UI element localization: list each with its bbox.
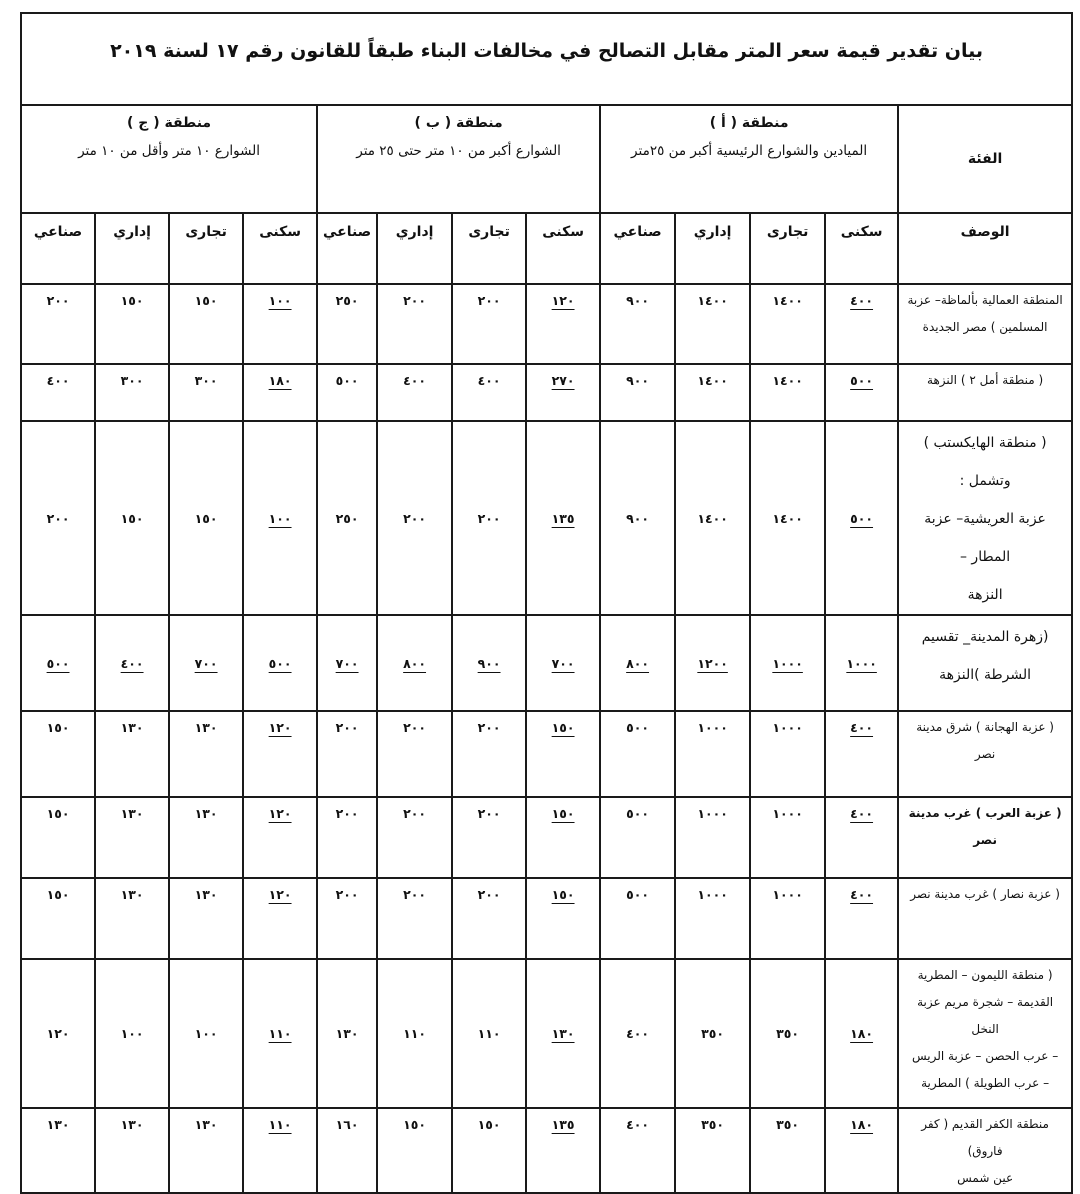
row-description-line: (زهرة المدينة_ تقسيم bbox=[921, 629, 1049, 645]
zone-a-residential-header: سكنى bbox=[825, 213, 898, 284]
price-value: ١٥٠ bbox=[46, 806, 70, 821]
price-value: ١٠٠ bbox=[120, 1026, 144, 1041]
row-description-line: ( منطقة الهايكستب ) وتشمل : bbox=[923, 435, 1047, 489]
price-cell-zone-c-industrial bbox=[21, 364, 95, 421]
row-description-line: ( منطقة الليمون – المطرية bbox=[917, 968, 1053, 982]
table-row bbox=[21, 615, 1072, 711]
price-cell-zone-a-commercial bbox=[750, 1108, 825, 1193]
price-value: ١٥٠ bbox=[120, 293, 144, 308]
price-value: ٥٠٠ bbox=[335, 373, 359, 388]
table-row bbox=[21, 878, 1072, 959]
price-value: ١٢٠ bbox=[268, 887, 292, 902]
price-value: ٧٠٠ bbox=[551, 655, 575, 671]
title-row bbox=[21, 13, 1072, 105]
price-value: ٢٠٠ bbox=[403, 720, 427, 735]
price-cell-zone-c-administrative bbox=[95, 615, 169, 711]
price-cell-zone-b-administrative bbox=[377, 959, 452, 1108]
zone-c-header bbox=[21, 105, 317, 213]
price-cell-zone-a-residential bbox=[825, 1108, 898, 1193]
price-value: ١٦٠ bbox=[335, 1117, 359, 1132]
price-cell-zone-a-administrative bbox=[675, 615, 750, 711]
price-cell-zone-b-administrative bbox=[377, 711, 452, 797]
price-cell-zone-a-industrial bbox=[600, 797, 675, 878]
zone-a-name: منطقة ( أ ) bbox=[709, 115, 789, 131]
price-cell-zone-b-administrative bbox=[377, 1108, 452, 1193]
price-cell-zone-b-commercial bbox=[452, 959, 526, 1108]
price-cell-zone-a-administrative bbox=[675, 797, 750, 878]
price-value: ١٣٠ bbox=[335, 1026, 359, 1041]
price-cell-zone-c-residential bbox=[243, 284, 317, 364]
price-value: ١٢٠ bbox=[268, 806, 292, 821]
price-value: ١٠٠٠ bbox=[697, 720, 728, 735]
price-cell-zone-a-administrative bbox=[675, 959, 750, 1108]
price-cell-zone-c-commercial bbox=[169, 878, 243, 959]
price-cell-zone-a-residential bbox=[825, 364, 898, 421]
price-value: ٢٠٠ bbox=[335, 887, 359, 902]
price-cell-zone-b-residential bbox=[526, 711, 600, 797]
price-cell-zone-a-commercial bbox=[750, 615, 825, 711]
row-description-line: القديمة – شجرة مريم عزبة النخل bbox=[917, 995, 1054, 1036]
row-description bbox=[898, 615, 1072, 711]
price-cell-zone-c-residential bbox=[243, 797, 317, 878]
price-cell-zone-a-industrial bbox=[600, 711, 675, 797]
price-value: ١٨٠ bbox=[850, 1117, 874, 1132]
price-cell-zone-c-commercial bbox=[169, 364, 243, 421]
price-value: ٢٠٠ bbox=[403, 293, 427, 308]
price-cell-zone-b-industrial bbox=[317, 284, 377, 364]
price-value: ٤٠٠ bbox=[46, 373, 70, 388]
row-description-line: – عرب الحصن – عزبة الريس bbox=[911, 1049, 1059, 1063]
row-description bbox=[898, 878, 1072, 959]
price-value: ١٠٠٠ bbox=[772, 806, 803, 821]
price-cell-zone-b-residential bbox=[526, 364, 600, 421]
zone-c-name: منطقة ( ج ) bbox=[126, 115, 212, 131]
price-value: ٤٠٠ bbox=[626, 1117, 650, 1132]
price-cell-zone-b-residential bbox=[526, 959, 600, 1108]
category-header: الفئة bbox=[898, 105, 1072, 213]
price-value: ١٠٠٠ bbox=[697, 887, 728, 902]
price-cell-zone-c-residential bbox=[243, 878, 317, 959]
row-description bbox=[898, 797, 1072, 878]
price-cell-zone-c-administrative bbox=[95, 878, 169, 959]
price-cell-zone-c-industrial bbox=[21, 421, 95, 615]
price-value: ١٨٠ bbox=[268, 373, 292, 388]
zone-b-commercial-header: تجارى bbox=[452, 213, 526, 284]
price-value: ١٠٠٠ bbox=[697, 806, 728, 821]
pricing-document bbox=[20, 12, 1073, 1194]
price-cell-zone-a-industrial bbox=[600, 364, 675, 421]
price-cell-zone-c-commercial bbox=[169, 797, 243, 878]
price-cell-zone-a-administrative bbox=[675, 711, 750, 797]
description-header: الوصف bbox=[898, 213, 1072, 284]
zone-b-description: الشوارع أكبر من ١٠ متر حتى ٢٥ متر bbox=[356, 143, 561, 159]
row-description bbox=[898, 421, 1072, 615]
price-value: ٢٠٠ bbox=[403, 887, 427, 902]
price-cell-zone-a-administrative bbox=[675, 1108, 750, 1193]
price-cell-zone-c-administrative bbox=[95, 421, 169, 615]
price-value: ١٣٠ bbox=[194, 720, 218, 735]
price-cell-zone-c-residential bbox=[243, 421, 317, 615]
price-value: ٣٠٠ bbox=[194, 373, 218, 388]
price-value: ٤٠٠ bbox=[850, 806, 874, 821]
price-value: ١٣٠ bbox=[194, 1117, 218, 1132]
price-value: ٤٠٠ bbox=[477, 373, 501, 388]
price-value: ٣٥٠ bbox=[776, 1026, 800, 1041]
price-cell-zone-b-commercial bbox=[452, 364, 526, 421]
price-value: ١٤٠٠ bbox=[697, 373, 728, 388]
price-value: ١٣٥ bbox=[551, 510, 575, 526]
price-cell-zone-a-commercial bbox=[750, 364, 825, 421]
price-value: ١٠٠٠ bbox=[772, 655, 803, 671]
price-value: ٩٠٠ bbox=[626, 510, 650, 526]
price-cell-zone-a-commercial bbox=[750, 421, 825, 615]
price-cell-zone-b-administrative bbox=[377, 421, 452, 615]
price-value: ١٠٠٠ bbox=[772, 887, 803, 902]
price-value: ١٠٠ bbox=[268, 510, 292, 526]
row-description-text: المنطقة العمالية بألماظة– عزبة المسلمين ) مصر الجديدة bbox=[907, 293, 1063, 334]
price-cell-zone-a-residential bbox=[825, 615, 898, 711]
price-cell-zone-b-administrative bbox=[377, 364, 452, 421]
row-description-text: ( عزبة العرب ) غرب مدينة نصر bbox=[908, 806, 1062, 847]
price-cell-zone-c-industrial bbox=[21, 284, 95, 364]
price-cell-zone-b-industrial bbox=[317, 959, 377, 1108]
price-cell-zone-b-industrial bbox=[317, 1108, 377, 1193]
price-cell-zone-b-commercial bbox=[452, 711, 526, 797]
price-value: ١٠٠ bbox=[268, 293, 292, 308]
price-value: ٩٠٠ bbox=[626, 293, 650, 308]
price-value: ٢٠٠ bbox=[403, 510, 427, 526]
price-value: ١٣٠ bbox=[120, 720, 144, 735]
price-cell-zone-b-industrial bbox=[317, 364, 377, 421]
price-value: ٥٠٠ bbox=[850, 510, 874, 526]
price-value: ٥٠٠ bbox=[626, 887, 650, 902]
price-value: ٨٠٠ bbox=[626, 655, 650, 671]
price-cell-zone-a-residential bbox=[825, 797, 898, 878]
document-title: بيان تقدير قيمة سعر المتر مقابل التصالح في مخالفات البناء طبقاً للقانون رقم ١٧ لسنة ٢٠١٩ bbox=[110, 40, 984, 62]
zone-c-commercial-header: تجارى bbox=[169, 213, 243, 284]
table-row bbox=[21, 364, 1072, 421]
price-value: ١٣٠ bbox=[194, 887, 218, 902]
price-value: ٢٠٠ bbox=[477, 510, 501, 526]
price-cell-zone-b-commercial bbox=[452, 421, 526, 615]
row-description-text: ( عزبة نصار ) غرب مدينة نصر bbox=[910, 887, 1060, 901]
price-value: ٥٠٠ bbox=[850, 373, 874, 388]
zone-b-residential-header: سكنى bbox=[526, 213, 600, 284]
price-cell-zone-b-commercial bbox=[452, 284, 526, 364]
row-description bbox=[898, 284, 1072, 364]
price-value: ١٤٠٠ bbox=[772, 510, 803, 526]
price-value: ٧٠٠ bbox=[194, 655, 218, 671]
price-cell-zone-c-commercial bbox=[169, 615, 243, 711]
price-value: ١١٠ bbox=[477, 1026, 501, 1041]
price-value: ١٥٠ bbox=[46, 887, 70, 902]
price-cell-zone-a-commercial bbox=[750, 284, 825, 364]
pricing-table bbox=[20, 12, 1073, 1194]
price-cell-zone-a-administrative bbox=[675, 364, 750, 421]
price-cell-zone-c-administrative bbox=[95, 797, 169, 878]
price-value: ١٥٠ bbox=[46, 720, 70, 735]
price-cell-zone-b-commercial bbox=[452, 797, 526, 878]
row-description bbox=[898, 959, 1072, 1108]
price-value: ١٨٠ bbox=[850, 1026, 874, 1041]
row-description-text: ( عزبة الهجانة ) شرق مدينة نصر bbox=[916, 720, 1054, 761]
price-value: ٣٥٠ bbox=[701, 1026, 725, 1041]
row-description-line: الشرطة )النزهة bbox=[939, 667, 1032, 683]
price-cell-zone-c-administrative bbox=[95, 959, 169, 1108]
use-type-header-row bbox=[21, 213, 1072, 284]
zone-b-name: منطقة ( ب ) bbox=[414, 115, 503, 131]
price-cell-zone-c-residential bbox=[243, 711, 317, 797]
price-cell-zone-b-residential bbox=[526, 797, 600, 878]
price-cell-zone-c-industrial bbox=[21, 615, 95, 711]
zone-c-description: الشوارع ١٠ متر وأقل من ١٠ متر bbox=[78, 143, 261, 159]
zone-a-administrative-header: إداري bbox=[675, 213, 750, 284]
price-cell-zone-a-commercial bbox=[750, 797, 825, 878]
price-cell-zone-c-administrative bbox=[95, 1108, 169, 1193]
price-value: ١٣٠ bbox=[120, 1117, 144, 1132]
price-value: ٢٠٠ bbox=[477, 720, 501, 735]
row-description-line: منطقة الكفر القديم ( كفر فاروق) bbox=[921, 1117, 1049, 1158]
price-cell-zone-a-residential bbox=[825, 284, 898, 364]
price-value: ١١٠ bbox=[403, 1026, 427, 1041]
price-value: ٤٠٠ bbox=[120, 655, 144, 671]
price-value: ٢٠٠ bbox=[477, 806, 501, 821]
price-cell-zone-c-residential bbox=[243, 959, 317, 1108]
price-value: ١٢٠ bbox=[268, 720, 292, 735]
price-value: ١٥٠ bbox=[403, 1117, 427, 1132]
price-value: ٥٠٠ bbox=[46, 655, 70, 671]
row-description bbox=[898, 364, 1072, 421]
price-cell-zone-b-administrative bbox=[377, 878, 452, 959]
price-value: ١٣٠ bbox=[120, 887, 144, 902]
price-value: ١١٠ bbox=[268, 1117, 292, 1132]
price-value: ٩٠٠ bbox=[477, 655, 501, 671]
zone-a-industrial-header: صناعي bbox=[600, 213, 675, 284]
price-cell-zone-b-administrative bbox=[377, 284, 452, 364]
price-cell-zone-c-commercial bbox=[169, 284, 243, 364]
price-cell-zone-b-industrial bbox=[317, 797, 377, 878]
price-value: ١٤٠٠ bbox=[772, 373, 803, 388]
price-cell-zone-b-residential bbox=[526, 615, 600, 711]
price-cell-zone-c-commercial bbox=[169, 711, 243, 797]
price-cell-zone-c-industrial bbox=[21, 878, 95, 959]
price-cell-zone-a-administrative bbox=[675, 421, 750, 615]
price-cell-zone-b-administrative bbox=[377, 797, 452, 878]
price-value: ١٠٠٠ bbox=[772, 720, 803, 735]
price-value: ٢٠٠ bbox=[477, 293, 501, 308]
price-cell-zone-c-administrative bbox=[95, 364, 169, 421]
price-cell-zone-c-commercial bbox=[169, 1108, 243, 1193]
price-value: ٢٠٠ bbox=[46, 510, 70, 526]
price-value: ٢٠٠ bbox=[46, 293, 70, 308]
price-value: ١٤٠٠ bbox=[697, 510, 728, 526]
price-cell-zone-a-industrial bbox=[600, 878, 675, 959]
row-description-line: – عرب الطويلة ) المطرية bbox=[921, 1076, 1050, 1090]
zone-a-description: الميادين والشوارع الرئيسية أكبر من ٢٥متر bbox=[631, 143, 868, 159]
price-cell-zone-a-commercial bbox=[750, 959, 825, 1108]
price-cell-zone-a-residential bbox=[825, 421, 898, 615]
price-value: ٥٠٠ bbox=[268, 655, 292, 671]
price-value: ٥٠٠ bbox=[626, 806, 650, 821]
row-description-line: عزبة العريشية– عزبة المطار – bbox=[924, 511, 1046, 565]
price-value: ١٠٠٠ bbox=[846, 655, 877, 671]
price-value: ١٣٠ bbox=[551, 1026, 575, 1041]
price-value: ١٤٠٠ bbox=[697, 293, 728, 308]
price-cell-zone-b-residential bbox=[526, 1108, 600, 1193]
zone-a-header bbox=[600, 105, 898, 213]
price-value: ١٥٠ bbox=[551, 806, 575, 821]
price-cell-zone-b-commercial bbox=[452, 615, 526, 711]
price-value: ٢٧٠ bbox=[551, 373, 575, 388]
row-description bbox=[898, 1108, 1072, 1193]
row-description-text: ( منطقة أمل ٢ ) النزهة bbox=[927, 373, 1044, 387]
price-value: ٨٠٠ bbox=[403, 655, 427, 671]
zone-b-administrative-header: إداري bbox=[377, 213, 452, 284]
price-value: ٢٥٠ bbox=[335, 510, 359, 526]
price-value: ١٢٠٠ bbox=[697, 655, 728, 671]
price-cell-zone-a-residential bbox=[825, 959, 898, 1108]
price-value: ٤٠٠ bbox=[403, 373, 427, 388]
price-value: ٣٠٠ bbox=[120, 373, 144, 388]
price-value: ١٥٠ bbox=[477, 1117, 501, 1132]
price-value: ١٥٠ bbox=[194, 293, 218, 308]
price-value: ٢٠٠ bbox=[335, 720, 359, 735]
price-value: ١٥٠ bbox=[551, 887, 575, 902]
price-cell-zone-b-residential bbox=[526, 421, 600, 615]
price-value: ٧٠٠ bbox=[335, 655, 359, 671]
zone-c-administrative-header: إداري bbox=[95, 213, 169, 284]
row-description bbox=[898, 711, 1072, 797]
price-cell-zone-b-industrial bbox=[317, 421, 377, 615]
price-cell-zone-c-residential bbox=[243, 615, 317, 711]
table-row bbox=[21, 284, 1072, 364]
price-cell-zone-c-commercial bbox=[169, 959, 243, 1108]
table-row bbox=[21, 711, 1072, 797]
price-cell-zone-b-residential bbox=[526, 878, 600, 959]
price-cell-zone-a-industrial bbox=[600, 284, 675, 364]
price-cell-zone-b-residential bbox=[526, 284, 600, 364]
table-row bbox=[21, 421, 1072, 615]
price-cell-zone-c-industrial bbox=[21, 711, 95, 797]
price-value: ١٥٠ bbox=[194, 510, 218, 526]
row-description-line: النزهة bbox=[967, 587, 1003, 603]
price-value: ١٢٠ bbox=[46, 1026, 70, 1041]
price-cell-zone-b-administrative bbox=[377, 615, 452, 711]
price-value: ١٥٠ bbox=[551, 720, 575, 735]
price-value: ١٥٠ bbox=[120, 510, 144, 526]
price-cell-zone-c-industrial bbox=[21, 797, 95, 878]
price-value: ١٠٠ bbox=[194, 1026, 218, 1041]
price-cell-zone-c-industrial bbox=[21, 959, 95, 1108]
price-cell-zone-b-commercial bbox=[452, 878, 526, 959]
price-value: ١٣٥ bbox=[551, 1117, 575, 1132]
price-cell-zone-b-industrial bbox=[317, 615, 377, 711]
price-cell-zone-b-industrial bbox=[317, 878, 377, 959]
price-value: ٤٠٠ bbox=[850, 293, 874, 308]
price-cell-zone-c-commercial bbox=[169, 421, 243, 615]
price-value: ٤٠٠ bbox=[850, 720, 874, 735]
price-value: ٢٠٠ bbox=[335, 806, 359, 821]
price-cell-zone-a-administrative bbox=[675, 284, 750, 364]
price-cell-zone-a-commercial bbox=[750, 711, 825, 797]
price-cell-zone-b-commercial bbox=[452, 1108, 526, 1193]
price-cell-zone-c-residential bbox=[243, 364, 317, 421]
zone-b-header bbox=[317, 105, 600, 213]
zone-header-row bbox=[21, 105, 1072, 213]
price-cell-zone-c-administrative bbox=[95, 284, 169, 364]
zone-c-residential-header: سكنى bbox=[243, 213, 317, 284]
price-cell-zone-a-administrative bbox=[675, 878, 750, 959]
title-cell bbox=[21, 13, 1072, 105]
price-cell-zone-a-industrial bbox=[600, 421, 675, 615]
price-value: ٣٥٠ bbox=[776, 1117, 800, 1132]
price-value: ٩٠٠ bbox=[626, 373, 650, 388]
zone-c-industrial-header: صناعي bbox=[21, 213, 95, 284]
zone-a-commercial-header: تجارى bbox=[750, 213, 825, 284]
price-cell-zone-c-residential bbox=[243, 1108, 317, 1193]
zone-b-industrial-header: صناعي bbox=[317, 213, 377, 284]
table-row bbox=[21, 1108, 1072, 1193]
price-cell-zone-c-administrative bbox=[95, 711, 169, 797]
price-value: ١٣٠ bbox=[120, 806, 144, 821]
price-value: ١٣٠ bbox=[46, 1117, 70, 1132]
price-value: ٢٠٠ bbox=[403, 806, 427, 821]
price-cell-zone-b-industrial bbox=[317, 711, 377, 797]
price-value: ٤٠٠ bbox=[626, 1026, 650, 1041]
price-value: ١٣٠ bbox=[194, 806, 218, 821]
price-value: ١٢٠ bbox=[551, 293, 575, 308]
price-value: ٣٥٠ bbox=[701, 1117, 725, 1132]
table-row bbox=[21, 959, 1072, 1108]
price-cell-zone-a-industrial bbox=[600, 959, 675, 1108]
price-cell-zone-c-industrial bbox=[21, 1108, 95, 1193]
table-row bbox=[21, 797, 1072, 878]
price-cell-zone-a-residential bbox=[825, 711, 898, 797]
price-value: ١١٠ bbox=[268, 1026, 292, 1041]
price-cell-zone-a-commercial bbox=[750, 878, 825, 959]
price-value: ٥٠٠ bbox=[626, 720, 650, 735]
price-value: ٢٥٠ bbox=[335, 293, 359, 308]
price-value: ١٤٠٠ bbox=[772, 293, 803, 308]
price-cell-zone-a-industrial bbox=[600, 1108, 675, 1193]
row-description-line: عين شمس bbox=[957, 1171, 1014, 1185]
price-value: ٢٠٠ bbox=[477, 887, 501, 902]
price-cell-zone-a-industrial bbox=[600, 615, 675, 711]
price-value: ٤٠٠ bbox=[850, 887, 874, 902]
price-cell-zone-a-residential bbox=[825, 878, 898, 959]
